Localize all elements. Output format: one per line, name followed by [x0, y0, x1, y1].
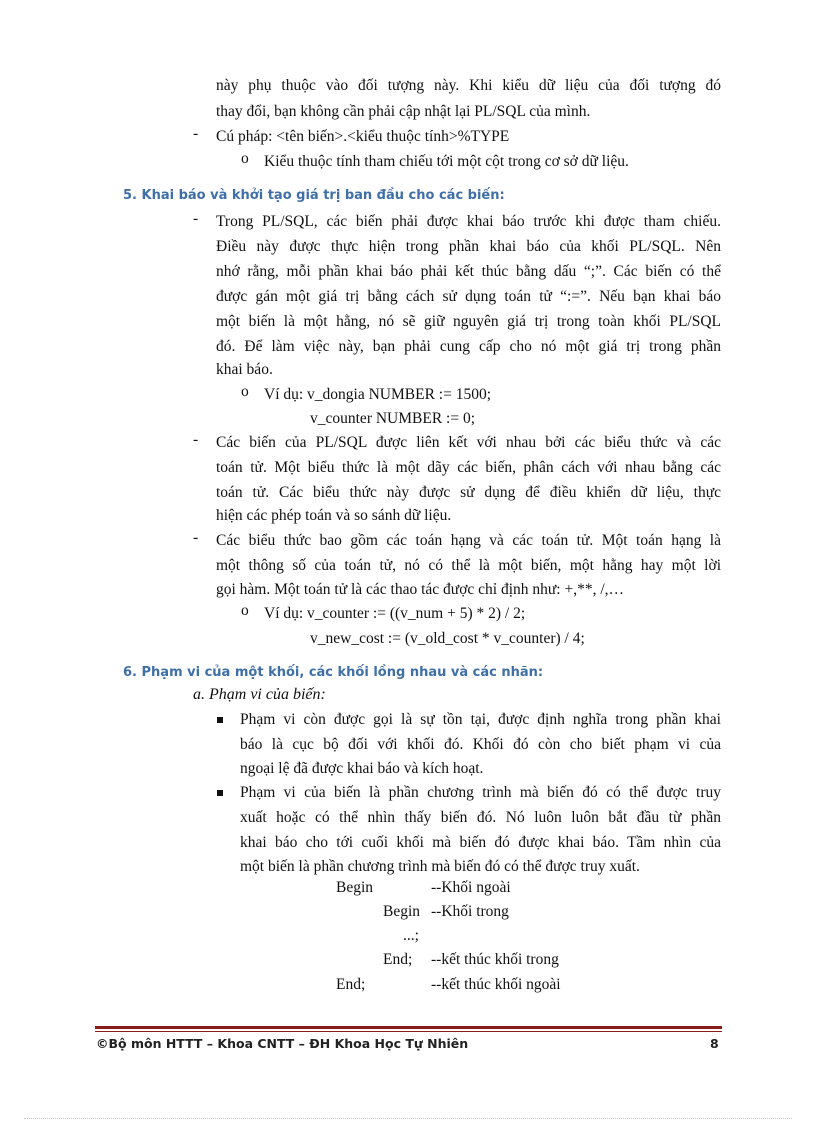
dash-bullet: -: [193, 431, 199, 448]
code-begin-outer: Begin: [336, 879, 374, 896]
example-2-line-1: Ví dụ: v_counter := ((v_num + 5) * 2) / 2;: [264, 605, 526, 622]
code-comment-inner: --Khối trong: [431, 903, 509, 920]
subsection-a-title: a. Phạm vi của biến:: [193, 686, 326, 703]
dash-bullet: -: [193, 210, 199, 227]
code-end-outer: End;: [336, 976, 366, 993]
square-bullet: [217, 790, 223, 796]
para2-line-2: toán tử. Một biểu thức là một dãy các biến, phân cách với nhau bằng các: [216, 459, 721, 476]
page-number: 8: [710, 1036, 719, 1051]
para1-line-7: khai báo.: [216, 361, 273, 378]
footer-text: ©Bộ môn HTTT – Khoa CNTT – ĐH Khoa Học Tự Nhiên: [96, 1036, 469, 1051]
example-1-line-2: v_counter NUMBER := 0;: [310, 410, 476, 427]
para3-line-3: gọi hàm. Một toán tử là các thao tác được chỉ định như: +,**, /,…: [216, 581, 625, 598]
item2-line-2: xuất hoặc có thể nhìn thấy biến đó. Nó luôn luôn bắt đầu từ phần: [240, 809, 721, 826]
para1-line-1: Trong PL/SQL, các biến phải được khai báo trước khi được tham chiếu.: [216, 213, 721, 230]
intro-line-2: thay đổi, bạn không cần phải cập nhật lại PL/SQL của mình.: [216, 103, 591, 120]
para1-line-6: đó. Để làm việc này, bạn phải cung cấp cho nó một giá trị trong phần: [216, 338, 721, 355]
para1-line-5: một biến là một hằng, nó sẽ giữ nguyên giá trị trong toàn khối PL/SQL: [216, 313, 721, 330]
syntax-note: Kiểu thuộc tính tham chiếu tới một cột trong cơ sở dữ liệu.: [264, 153, 629, 170]
code-comment-end-outer: --kết thúc khối ngoài: [431, 976, 561, 993]
code-comment-outer: --Khối ngoài: [431, 879, 511, 896]
square-bullet: [217, 717, 223, 723]
example-2-line-2: v_new_cost := (v_old_cost * v_counter) / 4;: [310, 630, 585, 647]
syntax-line: Cú pháp: <tên biến>.<kiểu thuộc tính>%TYPE: [216, 128, 510, 145]
circle-bullet: o: [241, 150, 249, 167]
section-6-heading: 6. Phạm vi của một khối, các khối lồng nhau và các nhãn:: [123, 665, 544, 680]
item1-line-2: báo là cục bộ đối với khối đó. Khối đó còn cho biết phạm vi của: [240, 736, 721, 753]
para2-line-1: Các biến của PL/SQL được liên kết với nhau bởi các biểu thức và các: [216, 434, 721, 451]
footer-rule-thin: [95, 1031, 722, 1032]
circle-bullet: o: [241, 383, 249, 400]
circle-bullet: o: [241, 602, 249, 619]
item2-line-4: một biến là phần chương trình mà biến đó có thể được truy xuất.: [240, 858, 640, 875]
item1-line-3: ngoại lệ đã được khai báo và kích hoạt.: [240, 760, 484, 777]
section-5-heading: 5. Khai báo và khởi tạo giá trị ban đầu cho các biến:: [123, 188, 505, 203]
dash-bullet: -: [193, 125, 199, 142]
item2-line-1: Phạm vi của biến là phần chương trình mà biến đó có thể được truy: [240, 784, 721, 801]
item1-line-1: Phạm vi còn được gọi là sự tồn tại, được định nghĩa trong phần khai: [240, 711, 721, 728]
item2-line-3: khai báo cho tới cuối khối mà biến đó được khai báo. Tầm nhìn của: [240, 834, 721, 851]
para3-line-1: Các biểu thức bao gồm các toán hạng và các toán tử. Một toán hạng là: [216, 532, 721, 549]
intro-line-1: này phụ thuộc vào đối tượng này. Khi kiểu dữ liệu của đối tượng đó: [216, 77, 721, 94]
para1-line-2: Điều này được thực hiện trong phần khai báo của khối PL/SQL. Nên: [216, 238, 721, 255]
example-1-line-1: Ví dụ: v_dongia NUMBER := 1500;: [264, 386, 492, 403]
code-ellipsis: ...;: [403, 927, 419, 944]
para1-line-4: được gán một giá trị bằng cách sử dụng toán tử “:=”. Nếu bạn khai báo: [216, 288, 721, 305]
para1-line-3: nhớ rằng, mỗi phần khai báo phải kết thúc bằng dấu “;”. Các biến có thể: [216, 263, 721, 280]
page-edge-divider: [24, 1118, 792, 1119]
para2-line-4: hiện các phép toán và so sánh dữ liệu.: [216, 507, 452, 524]
code-comment-end-inner: --kết thúc khối trong: [431, 951, 559, 968]
dash-bullet: -: [193, 529, 199, 546]
para2-line-3: toán tử. Các biểu thức này được sử dụng để điều khiển dữ liệu, thực: [216, 484, 721, 501]
footer-rule-thick: [95, 1026, 722, 1029]
para3-line-2: một thông số của toán tử, nó có thể là một biến, một hằng hay một lời: [216, 557, 721, 574]
code-begin-inner: Begin: [383, 903, 421, 920]
code-end-inner: End;: [383, 951, 413, 968]
